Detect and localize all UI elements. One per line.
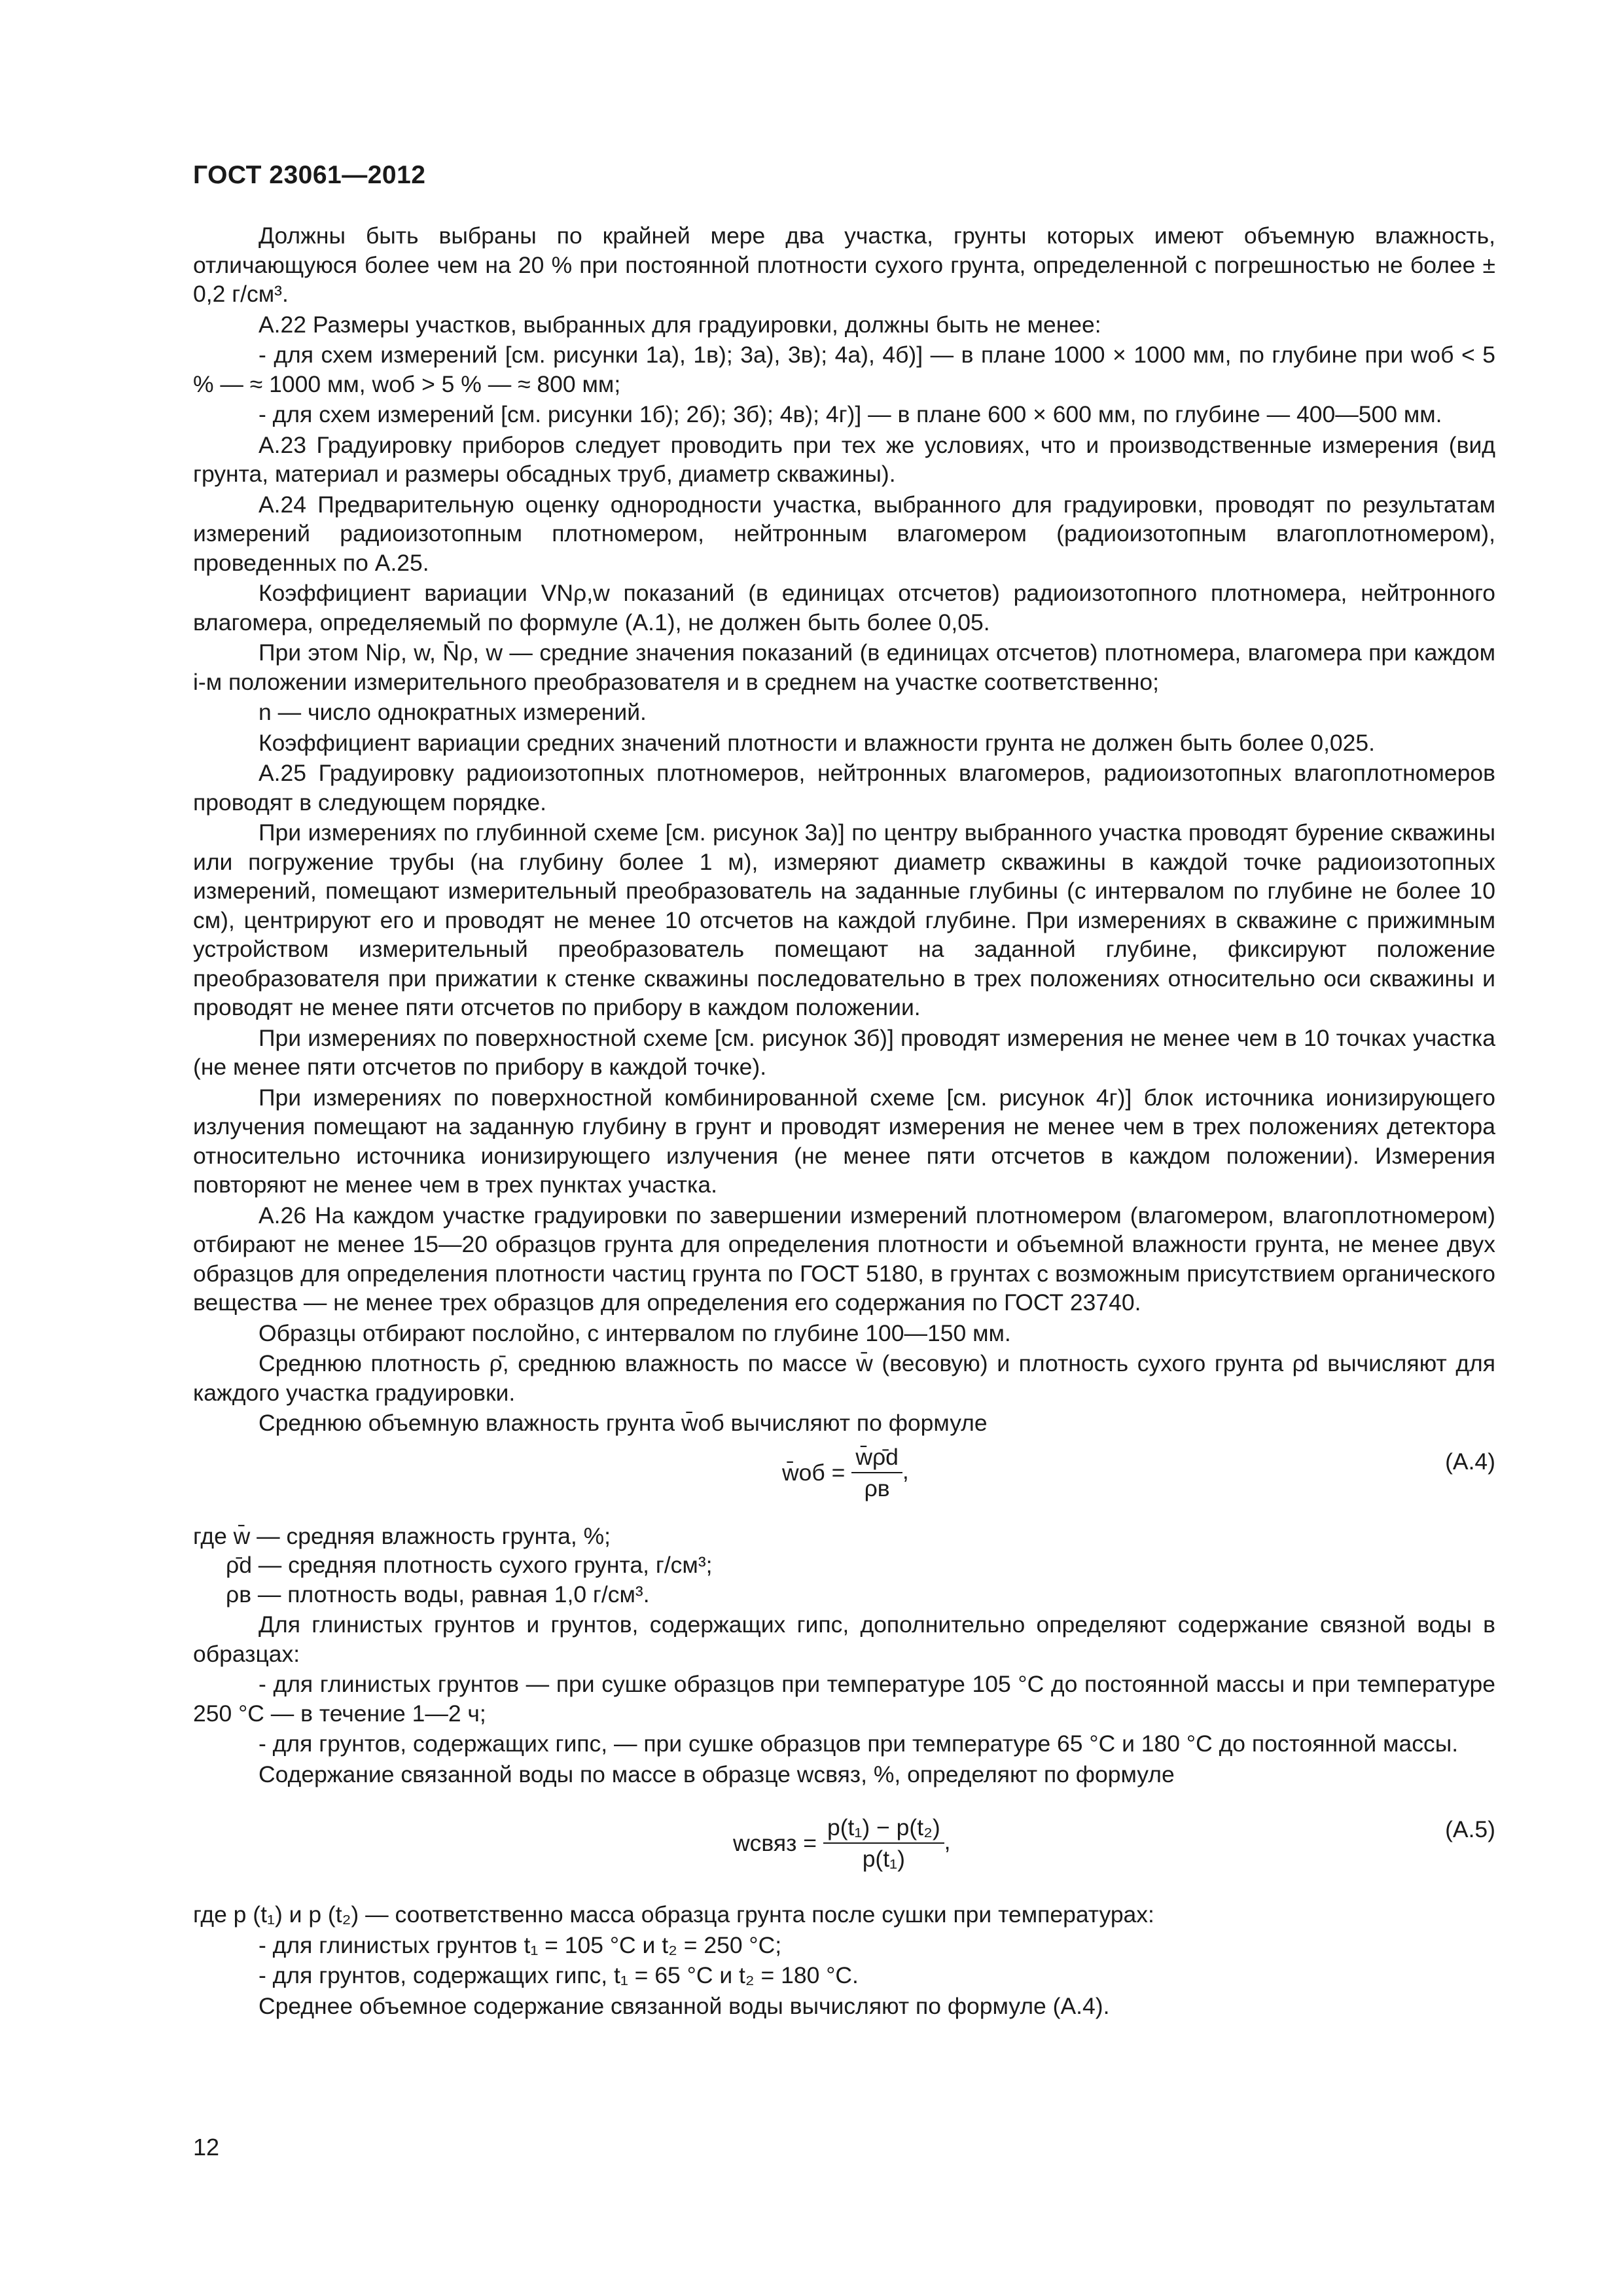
- formula-a4-comma: ,: [902, 1457, 909, 1484]
- definition-rho-d: ρ̄d — средняя плотность сухого грунта, г/см³;: [226, 1552, 713, 1578]
- paragraph: Коэффициент вариации VNρ,w показаний (в единицах отсчетов) радиоизотопного плотномера, нейтронного влагомера, определяемый по формуле (А.1), не должен быть более 0,05.: [193, 580, 1495, 636]
- paragraph: - для грунтов, содержащих гипс, t₁ = 65 °С и t₂ = 180 °С.: [259, 1962, 859, 1988]
- paragraph: При измерениях по поверхностной комбинированной схеме [см. рисунок 4г)] блок источника ионизирующего излучения помещают на заданную глубину в грунт и проводят измерения не менее чем в трех положениях детектора относительно источника ионизирующего излучения (не менее пяти отсчетов в каждом положении). Измерения повторяют не менее чем в трех пунктах участка.: [193, 1084, 1495, 1198]
- paragraph: Должны быть выбраны по крайней мере два участка, грунты которых имеют объемную влажность, отличающуюся более чем на 20 % при постоянной плотности сухого грунта, определенной с погрешностью не более ± 0,2 г/см³.: [193, 223, 1495, 307]
- formula-a4-fraction: [851, 1442, 902, 1503]
- paragraph: Среднее объемное содержание связанной воды вычисляют по формуле (А.4).: [259, 1992, 1110, 2019]
- paragraph: - для глинистых грунтов — при сушке образцов при температуре 105 °С до постоянной массы и при температуре 250 °С — в течение 1—2 ч;: [193, 1671, 1495, 1727]
- paragraph: А.23 Градуировку приборов следует проводить при тех же условиях, что и производственные измерения (вид грунта, материал и размеры обсадных труб, диаметр скважины).: [193, 431, 1495, 487]
- definition-w: где w̄ — средняя влажность грунта, %;: [193, 1522, 611, 1549]
- formula-a5-lhs: wсвяз =: [733, 1830, 817, 1856]
- formula-a5-fraction: [823, 1812, 944, 1874]
- paragraph: - для схем измерений [см. рисунки 1а), 1в); 3а), 3в); 4а), 4б)] — в плане 1000 × 1000 мм, по глубине при wоб < 5 % — ≈ 1000 мм, wоб > 5 % — ≈ 800 мм;: [193, 342, 1495, 397]
- formula-a4-denominator: ρв: [864, 1475, 890, 1501]
- formula-a4-number: (А.4): [1445, 1448, 1495, 1475]
- standard-code-header: ГОСТ 23061—2012: [193, 161, 426, 189]
- paragraph: где p (t₁) и p (t₂) — соответственно масса образца грунта после сушки при температурах:: [193, 1901, 1154, 1928]
- formula-a5-denominator: p(t₁): [862, 1846, 905, 1872]
- paragraph: - для схем измерений [см. рисунки 1б); 2б); 3б); 4в); 4г)] — в плане 600 × 600 мм, по глубине — 400—500 мм.: [259, 401, 1442, 427]
- paragraph: - для грунтов, содержащих гипс, — при сушке образцов при температуре 65 °С и 180 °С до постоянной массы.: [259, 1731, 1459, 1757]
- document-body: [193, 221, 1495, 2022]
- page-number: 12: [193, 2134, 220, 2161]
- paragraph: При измерениях по поверхностной схеме [см. рисунок 3б)] проводят измерения не менее чем в 10 точках участка (не менее пяти отсчетов по прибору в каждой точке).: [193, 1024, 1495, 1080]
- paragraph: А.22 Размеры участков, выбранных для градуировки, должны быть не менее:: [259, 311, 1101, 338]
- formula-a5-comma: ,: [944, 1828, 951, 1855]
- paragraph: Образцы отбирают послойно, с интервалом по глубине 100—150 мм.: [259, 1319, 1011, 1346]
- formula-a4-definitions: [193, 1522, 1495, 1609]
- formula-a5-number: (А.5): [1445, 1816, 1495, 1842]
- paragraph: Содержание связанной воды по массе в образце wсвяз, %, определяют по формуле: [259, 1761, 1175, 1787]
- formula-a5: [193, 1812, 1495, 1890]
- paragraph: Коэффициент вариации средних значений плотности и влажности грунта не должен быть более 0,025.: [259, 729, 1376, 756]
- definition-rho-v: ρв — плотность воды, равная 1,0 г/см³.: [226, 1581, 650, 1607]
- paragraph: При измерениях по глубинной схеме [см. рисунок 3а)] по центру выбранного участка проводят бурение скважины или погружение трубы (на глубину более 1 м), измеряют диаметр скважины в каждой точке радиоизотопных измерений, помещают измерительный преобразователь на заданные глубины (с интервалом по глубине не более 10 см), центрируют его и проводят не менее 10 отсчетов на каждой глубине. При измерениях в скважине с прижимным устройством измерительный преобразователь помещают на заданной глубине, фиксируют положение преобразователя при прижатии к стенке скважины последовательно в трех положениях относительно оси скважины и проводят не менее пяти отсчетов по прибору в каждом положении.: [193, 819, 1495, 1020]
- formula-a4: [193, 1442, 1495, 1515]
- paragraph: А.25 Градуировку радиоизотопных плотномеров, нейтронных влагомеров, радиоизотопных влагоплотномеров проводят в следующем порядке.: [193, 760, 1495, 816]
- paragraph: При этом Niρ, w, N̄ρ, w — средние значения показаний (в единицах отсчетов) плотномера, влагомера при каждом i-м положении измерительного преобразователя и в среднем на участке соответственно;: [193, 639, 1495, 695]
- formula-a5-numerator: p(t₁) − p(t₂): [823, 1812, 944, 1844]
- paragraph: Среднюю объемную влажность грунта w̄об вычисляют по формуле: [259, 1410, 988, 1436]
- formula-a4-lhs: w̄об =: [782, 1459, 846, 1486]
- formula-a4-numerator: w̄ρ̄d: [851, 1442, 902, 1473]
- paragraph: n — число однократных измерений.: [259, 699, 647, 725]
- paragraph: Для глинистых грунтов и грунтов, содержащих гипс, дополнительно определяют содержание связной воды в образцах:: [193, 1611, 1495, 1667]
- paragraph: Среднюю плотность ρ̄, среднюю влажность по массе w̄ (весовую) и плотность сухого грунта ρd вычисляют для каждого участка градуировки.: [193, 1350, 1495, 1406]
- paragraph: - для глинистых грунтов t₁ = 105 °С и t₂ = 250 °С;: [259, 1931, 782, 1958]
- paragraph: А.24 Предварительную оценку однородности участка, выбранного для градуировки, проводят по результатам измерений радиоизотопным плотномером, нейтронным влагомером (радиоизотопным влагоплотномером), проведенных по А.25.: [193, 491, 1495, 576]
- paragraph: А.26 На каждом участке градуировки по завершении измерений плотномером (влагомером, влагоплотномером) отбирают не менее 15—20 образцов грунта для определения плотности и объемной влажности грунта, не менее двух образцов для определения плотности частиц грунта по ГОСТ 5180, в грунтах с возможным присутствием органического вещества — не менее трех образцов для определения его содержания по ГОСТ 23740.: [193, 1202, 1495, 1316]
